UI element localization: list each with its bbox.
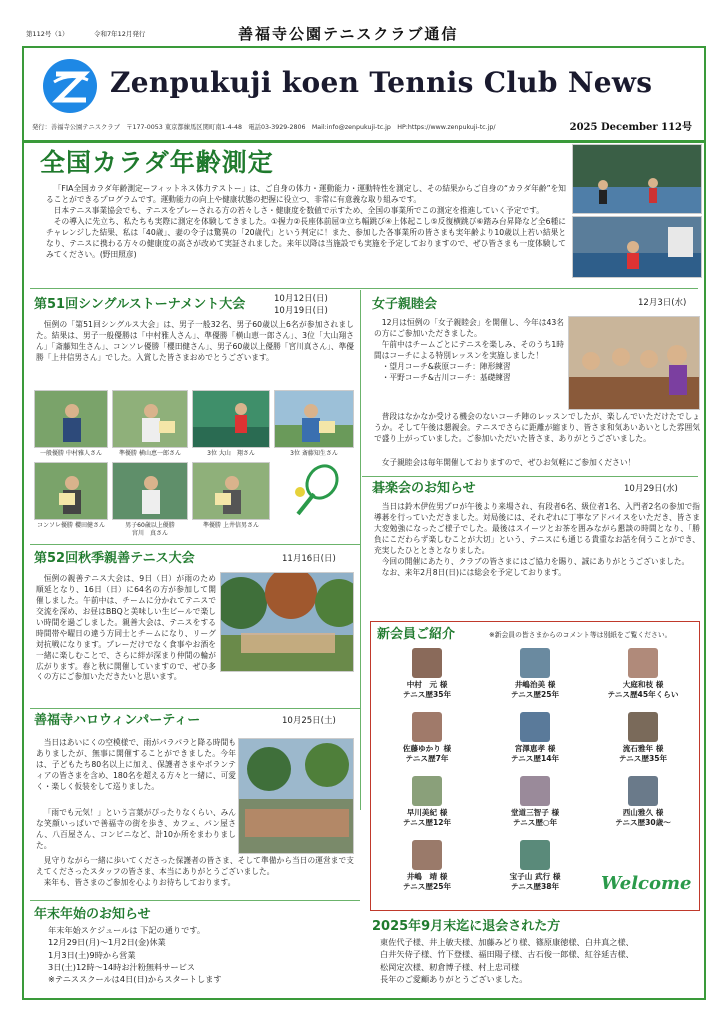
- autumn-title: 第52回秋季親善テニス大会: [34, 551, 195, 566]
- divider: [30, 708, 360, 709]
- women-date: 12月3日(水): [638, 298, 687, 308]
- go-p3: なお、来年2月8日(日)には総会を予定しております。: [381, 567, 566, 577]
- go-title: 碁楽会のお知らせ: [372, 481, 476, 496]
- avatar: [520, 776, 550, 806]
- member-card: [377, 712, 477, 765]
- caption: 準優勝 横山恵一郎さん: [119, 450, 181, 457]
- caption: 準優勝 上井信男さん: [203, 522, 259, 529]
- avatar: [412, 840, 442, 870]
- member-card: [593, 776, 693, 829]
- halloween-photo: [238, 738, 354, 854]
- women-p2: 午前中はチームごとにテニスを楽しみ、そのうち1時間はコーチによる特別レッスンを実施しました！: [374, 339, 564, 360]
- go-body: [374, 502, 700, 579]
- tennis-racket-icon: [286, 462, 346, 520]
- women-photo: [568, 316, 700, 410]
- retired-line: 東佐代子様、井上敏夫様、加藤みどり様、篠原康徳様、白井真之様、: [380, 937, 634, 947]
- autumn-date: 11月16日(日): [282, 554, 336, 564]
- member-years: テニス歴30歳～: [615, 818, 671, 828]
- halloween-body-3: [36, 856, 354, 889]
- singles-photo-5: [34, 462, 108, 520]
- women-p4: ・平野コーチ&古川コーチ：基礎練習: [381, 372, 511, 382]
- member-name: 佐藤ゆかり 様: [402, 744, 452, 753]
- member-card: [377, 648, 477, 701]
- member-card: [485, 712, 585, 765]
- member-years: テニス歴45年くらい: [607, 690, 679, 700]
- new-members-note: ※新会員の皆さまからのコメント等は別紙をご覧ください。: [489, 631, 672, 639]
- new-members-title: 新会員ご紹介: [377, 627, 456, 642]
- newsletter-title: 善福寺公園テニスクラブ通信: [238, 25, 459, 43]
- women-p1: 12月は恒例の「女子親睦会」を開催し、今年は43名の方にご参加いただきました。: [374, 318, 564, 338]
- member-years: テニス歴7年: [405, 754, 449, 764]
- newyear-line: 1月3日(土)9時から営業: [48, 949, 136, 960]
- women-p3: ・望月コーチ&萩原コーチ：陣形練習: [381, 361, 511, 371]
- publisher-info: 発行：善福寺公園テニスクラブ 〒177-0053 東京都練馬区関町南1-4-48 電話03-3929-2806 Mail:info@zenpukuji-tc.jp HP:https://www.zenpukuji-tc.jp/: [32, 124, 496, 131]
- edition-label: 2025 December 112号: [569, 122, 692, 133]
- member-card: [485, 776, 585, 829]
- singles-body: 恒例の「第51回シングルス大会」は、男子一般32名、男子60歳以上6名が参加されました。結果は、男子一般優勝は「中村雅人さん」、準優勝「横山恵一郎さん」、3位「大山翔さん」「斎藤知生さん」、コンソレ優勝「櫻田健さん」、男子60歳以上優勝「宮川真さん」、準優勝「上井信男さん」でした。入賞した皆さまおめでとうございます。: [36, 320, 354, 362]
- newsletter-frame: [22, 46, 706, 1000]
- club-logo-icon: [42, 58, 98, 114]
- singles-photo-6: [112, 462, 188, 520]
- newyear-line: 12月29日(月)～1月2日(金)休業: [48, 937, 166, 948]
- member-years: テニス歴35年: [402, 690, 452, 700]
- fitness-p1: 「FIA全国カラダ年齢測定ーフィットネス体力テストー」は、ご自身の体力・運動能力・運動特性を測定し、その結果からご自身の“カラダ年齢”を知ることができるプログラムです。運動能力の向上や健康状態の把握に役立つ、非常に有意義な取り組みです。: [46, 184, 566, 204]
- avatar: [628, 712, 658, 742]
- go-date: 10月29日(水): [624, 484, 678, 494]
- member-years: テニス歴25年: [402, 882, 452, 892]
- publisher-line: [32, 124, 696, 138]
- top-bar: [26, 24, 706, 46]
- fitness-photo-2: [572, 216, 702, 278]
- caption: 3位 斎藤知生さん: [290, 450, 338, 457]
- women-p6: 女子親睦会は毎年開催しておりますので、ぜひお気軽にご参加ください！: [381, 458, 636, 467]
- fitness-photo-1: [572, 144, 702, 214]
- halloween-p2: 「雨でも元気！」という言葉がぴったりなくらい、みんな笑顔いっぱいで善福寺の街を歩き、カフェ、パン屋さん、八百屋さん、コンビニなど、計10か所をまわりました。: [36, 808, 236, 850]
- member-name: 早川美紀 様: [406, 808, 448, 817]
- halloween-body-2: [36, 808, 236, 852]
- go-p2: 今回の開催にあたり、クラブの皆さまにはご協力を賜り、誠にありがとうございました。: [381, 556, 690, 566]
- fitness-body: [46, 184, 566, 261]
- singles-date-2: 10月19日(日): [274, 306, 328, 316]
- singles-photo-3: [192, 390, 270, 448]
- women-body: [374, 318, 564, 384]
- retired-line: 松岡定次様、籾倉博子様、村上忠司様: [380, 961, 520, 972]
- masthead-divider: [24, 140, 704, 143]
- halloween-p1: 当日はあいにくの空模様で、雨がパラパラと降る時間もありましたが、無事に開催することができました。今年は、子どもたち80名以上に加え、保護者さまやボランティアの皆さまを含め、180名を超える方々と一緒に、可愛く・楽しく仮装をして巡りました。: [36, 738, 236, 791]
- autumn-photo: [220, 572, 354, 672]
- women-title: 女子親睦会: [372, 297, 438, 312]
- retired-title: 2025年9月末迄に退会された方: [372, 919, 561, 934]
- divider: [30, 288, 698, 289]
- caption: 一般優勝 中村雅人さん: [40, 450, 102, 457]
- newyear-list: [48, 924, 222, 985]
- divider: [362, 476, 698, 477]
- retired-line: 白井矢侍子様、竹下登様、福田陽子様、古石俊一郎様、紅谷延吉様、: [380, 949, 634, 960]
- avatar: [628, 776, 658, 806]
- newyear-line: ※テニススクールは4日(日)からスタートします: [48, 974, 222, 985]
- member-card: [485, 840, 585, 893]
- member-name: 堂道三智子 様: [510, 808, 560, 817]
- fitness-p2: 日本テニス事業協会でも、テニスをプレーされる方の若々しさ・健康度を数値で示すため、全国の事業所でこの測定を推進していく予定です。: [53, 205, 544, 215]
- halloween-date: 10月25日(土): [282, 716, 336, 726]
- member-card: [593, 648, 693, 701]
- masthead-title: Zenpukuji koen Tennis Club News: [110, 66, 653, 99]
- fitness-title: 全国カラダ年齢測定: [40, 148, 274, 177]
- member-card: [593, 712, 693, 765]
- singles-title: 第51回シングルストーナメント大会: [34, 297, 246, 312]
- avatar: [412, 712, 442, 742]
- avatar: [412, 648, 442, 678]
- member-name: 宝子山 武行 様: [509, 872, 561, 881]
- avatar: [412, 776, 442, 806]
- singles-photo-7: [192, 462, 270, 520]
- avatar: [520, 648, 550, 678]
- avatar: [520, 712, 550, 742]
- halloween-p3: 見守りながら一緒に歩いてくださった保護者の皆さま、そして準備から当日の運営まで支えてくださったスタッフの皆さま、本当にありがとうございました。: [36, 856, 354, 876]
- member-name: 井嶋治美 様: [514, 680, 556, 689]
- newyear-line: 3日(土)12時～14時お汁粉無料サービス: [48, 961, 196, 972]
- women-p5: 普段はなかなか受ける機会のないコーチ陣のレッスンでしたが、楽しんでいただけたでしょうか。そして午後は懇親会。テニスでさらに距離が縮まり、皆さま和気あいあいとした雰囲気で盛り上がっていました。ご参加いただいた皆さま、ありがとうございました。: [374, 412, 700, 443]
- member-name: 西山雅久 様: [622, 808, 664, 817]
- fitness-p3: その導入に先立ち、私たちも実際に測定を体験してきました。①握力②長座体前屈③立ち幅跳び④上体起こし⑤反復横跳び⑥踏み台昇降など全6種にチャレンジした結果、私は「40歳」、妻の令子は驚異の「20歳代」という判定に！また、参加した各事業所の皆さまも実年齢より10歳以上若い結果となり、テニスに携わる方々の健康度の高さが改めて実証されました。来年以降は当施設でも実施を予定しておりますので、ぜひ皆さまも一度体験してみてください。(野田照彦): [46, 216, 566, 259]
- caption: 男子60歳以上優勝: [125, 522, 175, 529]
- divider: [30, 544, 360, 545]
- member-years: テニス歴38年: [510, 882, 560, 892]
- member-name: 井嶋 靖 様: [406, 872, 448, 881]
- member-years: テニス歴○年: [512, 818, 558, 828]
- caption: コンソレ優勝 櫻田健さん: [37, 522, 105, 529]
- retired-line: 長年のご愛顧ありがとうございました。: [380, 973, 528, 984]
- member-years: テニス歴12年: [402, 818, 452, 828]
- divider: [30, 900, 360, 901]
- new-members-box: [370, 621, 700, 911]
- singles-date-1: 10月12日(日): [274, 294, 328, 304]
- column-divider: [360, 290, 361, 810]
- caption: 3位 大山 翔さん: [207, 450, 255, 457]
- member-years: テニス歴35年: [618, 754, 668, 764]
- go-p1: 当日は鈴木伊佐男プロが午後より来場され、有段者6名、級位者1名、入門者2名の参加で指導碁を行っていただきました。対局後には、それぞれに丁寧なアドバイスをいただき、皆さま大変勉強になったご様子でした。最後はスイーツとお茶を囲みながら懇談の時間となり、「勝負にこだわらず楽しむことが大切」という、テニスにも通じる貴重なお話を伺うことができ、充実したひとときとなりました。: [374, 502, 700, 555]
- singles-photo-1: [34, 390, 108, 448]
- member-name: 大庭和枝 様: [622, 680, 664, 689]
- member-years: テニス歴14年: [510, 754, 560, 764]
- masthead: [34, 54, 698, 124]
- member-years: テニス歴25年: [510, 690, 560, 700]
- avatar: [520, 840, 550, 870]
- singles-photo-4: [274, 390, 354, 448]
- autumn-body: 恒例の親善テニス大会は、9日（日）が雨のため順延となり、16日（日）に64名の方が参加して開催しました。午前中は、チームに分かれてテニスで交流を深め、お昼はBBQと美味しい生ビールで楽しい時間を過ごしました。親善大会は、テニスをする時間帯や曜日の違う方同士とチームになり、リーグ対抗戦になります。プレーだけでなく食事やお酒を一緒に楽しむことで、さらに絆が深まり仲間の輪が広がります。春と秋に開催していますので、ぜひ多くの方にご参加いただきたいと思います。: [36, 574, 216, 682]
- member-name: 流石雅年 様: [622, 744, 664, 753]
- issue-date: 令和7年12月発行: [94, 30, 146, 38]
- halloween-p4: 来年も、皆さまのご参加を心よりお待ちしております。: [43, 877, 236, 887]
- retired-list: [380, 936, 634, 985]
- member-card: [377, 776, 477, 829]
- welcome-banner: Welcome: [601, 873, 692, 894]
- avatar: [628, 648, 658, 678]
- halloween-body-1: [36, 738, 236, 793]
- member-card: [377, 840, 477, 893]
- member-name: 宮澤恵孝 様: [514, 744, 556, 753]
- issue-number: 第112号（1）: [26, 30, 69, 38]
- member-name: 中村 元 様: [406, 680, 448, 689]
- singles-photo-2: [112, 390, 188, 448]
- newyear-line: 年末年始スケジュールは 下記の通りです。: [48, 925, 206, 935]
- halloween-title: 善福寺ハロウィンパーティー: [34, 713, 201, 728]
- newyear-title: 年末年始のお知らせ: [34, 907, 151, 922]
- caption: 宮川 真さん: [131, 530, 168, 537]
- member-card: [485, 648, 585, 701]
